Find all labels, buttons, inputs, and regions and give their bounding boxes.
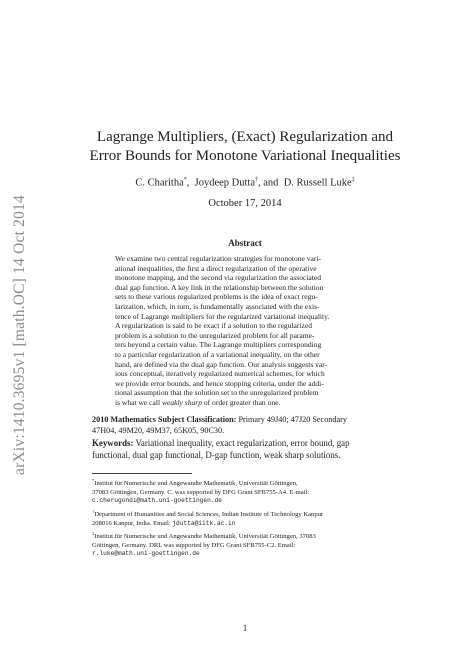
abstract-line: tional assumption that the solution set to the unregularized problem	[115, 388, 319, 398]
keywords	[92, 437, 422, 461]
title-line-1: Lagrange Multipliers, (Exact) Regularization and	[96, 129, 394, 145]
abstract-line: larization, which, in turn, is fundamentally associated with the exis-	[115, 301, 320, 311]
footnote-rule	[92, 473, 192, 474]
footnote-3-email: r.luke@math.uni-goettingen.de	[92, 550, 200, 557]
keywords-label: Keywords:	[92, 438, 134, 448]
author-and: and	[263, 177, 279, 189]
abstract-line: A regularization is said to be exact if a solution to the regularized	[115, 321, 312, 331]
keywords-text-1: Variational inequality, exact regularization, error bound, gap	[133, 438, 350, 448]
footnote-2-line-1: Department of Humanities and Social Sciences, Indian Institute of Technology Kanpur	[94, 511, 324, 519]
abstract-last-emphasis: weakly sharp	[161, 397, 202, 407]
arxiv-identifier-text: arXiv:1410.3695v1 [math.OC] 14 Oct 2014	[11, 195, 28, 475]
abstract-last-line	[115, 398, 387, 408]
footnote-2-mark: †	[92, 509, 95, 514]
abstract-heading: Abstract	[228, 238, 262, 248]
footnote-2-line-2: 208016 Kanpur, India. Email:	[92, 519, 173, 527]
author-3-mark: ‡	[351, 177, 355, 183]
abstract-line: hand, are defined via the dual gap function. Our analysis suggests var-	[115, 359, 328, 369]
footnote-3	[92, 530, 432, 558]
arxiv-identifier	[9, 180, 31, 490]
abstract-body	[115, 254, 387, 408]
abstract-line: We examine two central regularization strategies for monotone vari-	[115, 254, 322, 263]
author-1-mark: *	[183, 177, 187, 183]
abstract-line: ious conceptual, iteratively regularized numerical schemes, for which	[115, 369, 325, 379]
footnote-3-line-2: Göttingen, Germany. DRL was supported by DFG Grant SFB755-C2. Email:	[92, 541, 296, 549]
page-number: 1	[242, 623, 248, 633]
abstract-line: sets to these various regularized problems is the idea of exact regu-	[115, 292, 318, 302]
abstract-line: monotone mapping, and the second via regularization the associated	[115, 273, 322, 283]
abstract-line: dual gap function. A key link in the relationship between the solution	[115, 282, 324, 292]
footnote-1	[92, 477, 432, 505]
title-line-2: Error Bounds for Monotone Variational Inequalities	[89, 148, 401, 164]
msc-codes-1: Primary 49J40; 47J20 Secondary	[236, 415, 347, 424]
footnote-1-email: c.cherugondi@math.uni-goettingen.de	[92, 497, 222, 504]
footnote-2-email: jdutta@iitk.ac.in	[172, 519, 236, 527]
abstract-line: we provide error bounds, and hence stopping criteria, under the addi-	[115, 378, 324, 388]
footnote-1-line-2: 37083 Göttingen, Germany. C. was supported by DFG Grant SFB755-A4. E-mail:	[92, 488, 310, 496]
abstract-line: problem is a solution to the unregularized problem for all parame-	[115, 330, 315, 340]
author-3: D. Russell Luke	[283, 177, 352, 189]
footnote-2	[92, 508, 432, 528]
abstract-line: ters beyond a certain value. The Lagrange multipliers corresponding	[115, 340, 322, 350]
abstract-last-pre: is what we call	[115, 397, 162, 407]
author-2: Joydeep Dutta	[194, 177, 256, 189]
abstract-line: to a particular regularization of a variational inequality, on the other	[115, 349, 320, 359]
msc-codes-2: 47H04, 49M20, 49M37, 65K05, 90C30.	[92, 426, 225, 435]
msc-classification	[92, 414, 422, 436]
abstract-line: tence of Lagrange multipliers for the regularized variational inequality.	[115, 311, 330, 321]
author-list: C. Charitha*, Joydeep Dutta†, and D. Russell Luke‡	[135, 177, 355, 189]
msc-label: 2010 Mathematics Subject Classification:	[92, 415, 237, 424]
footnote-3-line-1: Institut für Numerische und Angewandte Mathematik, Universität Göttingen, 37083	[94, 533, 316, 541]
abstract-last-post: of order greater than one.	[202, 397, 281, 407]
paper-date: October 17, 2014	[208, 198, 282, 209]
author-1: C. Charitha	[135, 177, 184, 189]
footnote-1-line-1: Institut für Numerische und Angewandte Mathematik, Universität Göttingen,	[94, 480, 298, 488]
footnote-3-mark: ‡	[92, 531, 95, 536]
keywords-text-2: functional, dual gap functional, D-gap function, weak sharp solutions.	[92, 450, 341, 460]
footnote-1-mark: *	[92, 478, 95, 483]
author-2-mark: †	[255, 177, 259, 183]
paper-title	[60, 128, 430, 166]
abstract-line: ational inequalities, the first a direct regularization of the operative	[115, 263, 317, 273]
